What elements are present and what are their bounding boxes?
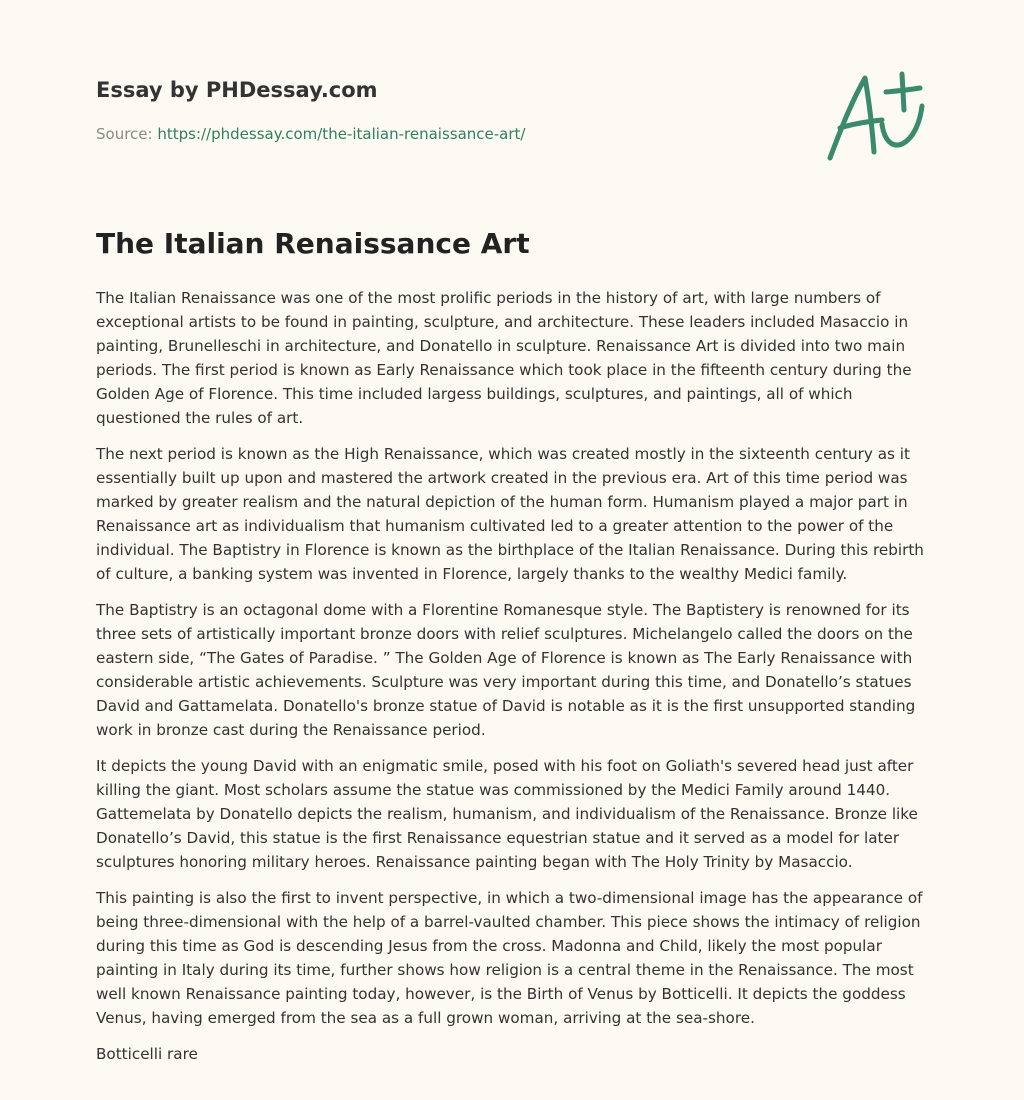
essay-title: The Italian Renaissance Art [96,227,530,260]
source-line [96,124,796,144]
essay-paragraph: The Baptistry is an octagonal dome with a Florentine Romanesque style. The Baptistery is renowned for its three sets of artistically important bronze doors with relief sculptures. Michelangelo called the doors on the eastern side, “The Gates of Paradise. ” The Golden Age of Florence is known as The Early Renaissance with considerable artistic achievements. Sculpture was very important during this time, and Donatello’s statues David and Gattamelata. Donatello's bronze statue of David is notable as it is the first unsupported standing work in bronze cast during the Renaissance period. [96,601,916,739]
source-label: Source: [96,125,158,143]
essay-paragraph: The Italian Renaissance was one of the most prolific periods in the history of art, with large numbers of exceptional artists to be found in painting, sculpture, and architecture. These leaders included Masaccio in painting, Brunelleschi in architecture, and Donatello in sculpture. Renaissance Art is divided into two main periods. The first period is known as Early Renaissance which took place in the fifteenth century during the Golden Age of Florence. This time included largess buildings, sculptures, and paintings, all of which questioned the rules of art. [96,289,912,427]
essay-paragraph: It depicts the young David with an enigmatic smile, posed with his foot on Goliath's severed head just after killing the giant. Most scholars assume the statue was commissioned by the Medici Family around 1440. Gattemelata by Donatello depicts the realism, humanism, and individualism of the Renaissance. Bronze like Donatello’s David, this statue is the first Renaissance equestrian statue and it served as a model for later sculptures honoring military heroes. Renaissance painting began with The Holy Trinity by Masaccio. [96,757,918,871]
essay-paragraph: This painting is also the first to invent perspective, in which a two-dimensional image has the appearance of being three-dimensional with the help of a barrel-vaulted chamber. This piece shows the intimacy of religion during this time as God is descending Jesus from the cross. Madonna and Child, likely the most popular painting in Italy during its time, further shows how religion is a central theme in the Renaissance. The most well known Renaissance painting today, however, is the Birth of Venus by Botticelli. It depicts the goddess Venus, having emerged from the sea as a full grown woman, arriving at the sea-shore. [96,889,923,1027]
a-plus-logo-icon [820,66,930,166]
essay-body [96,286,932,1078]
essay-paragraph: Botticelli rare [96,1045,198,1063]
source-link[interactable]: https://phdessay.com/the-italian-renaissance-art/ [157,125,526,143]
brand-title: Essay by PHDessay.com [96,78,378,102]
essay-paragraph: The next period is known as the High Renaissance, which was created mostly in the sixteenth century as it essentially built up upon and mastered the artwork created in the previous era. Art of this time period was marked by greater realism and the natural depiction of the human form. Humanism played a major part in Renaissance art as individualism that humanism cultivated led to a greater attention to the power of the individual. The Baptistry in Florence is known as the birthplace of the Italian Renaissance. During this rebirth of culture, a banking system was invented in Florence, largely thanks to the wealthy Medici family. [96,445,924,583]
page-header [96,76,796,144]
